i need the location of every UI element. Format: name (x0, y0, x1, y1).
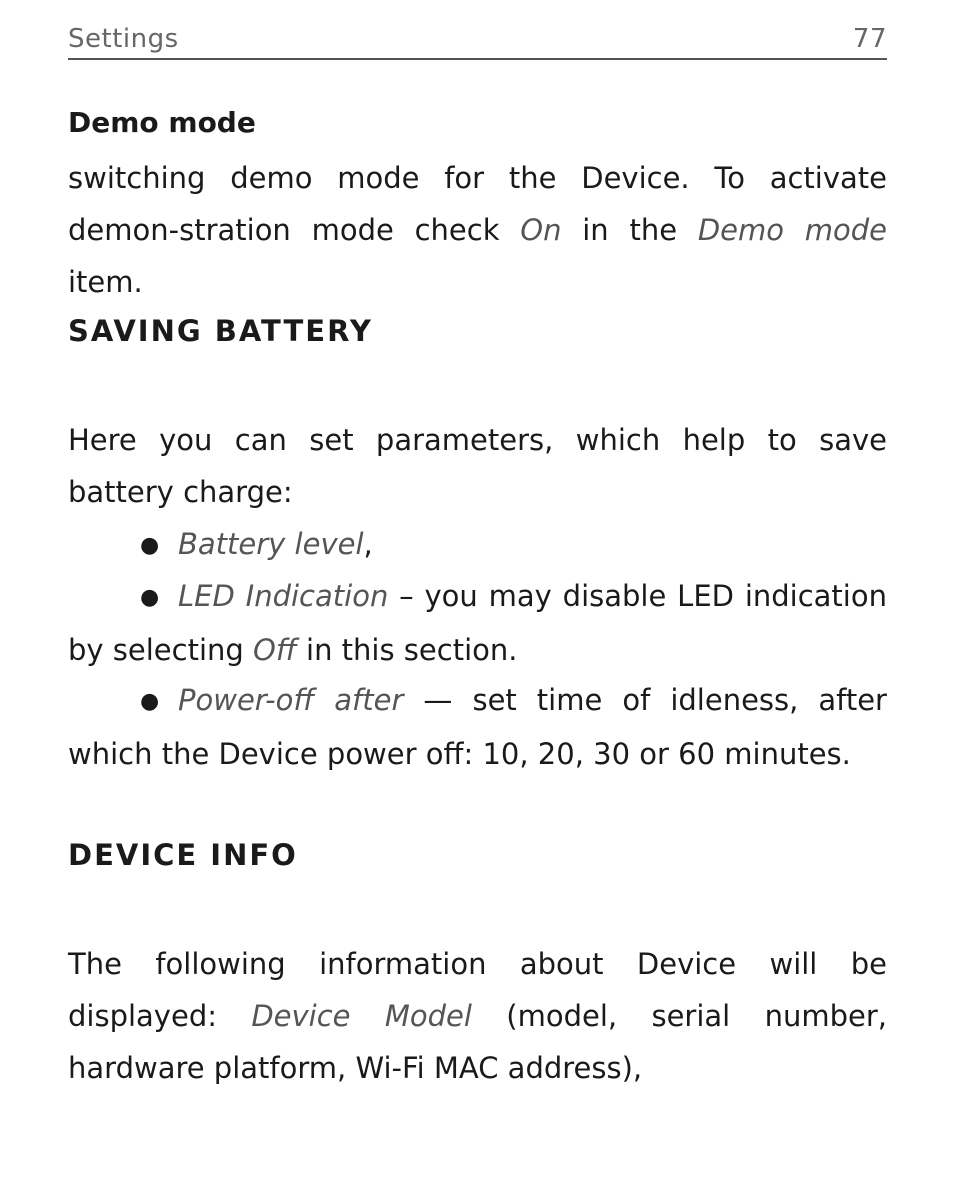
text-run: in this section. (296, 633, 518, 667)
running-header (68, 24, 887, 60)
emphasis-on: On (520, 213, 562, 247)
bullet-dot-icon: ● (140, 689, 160, 714)
bullet-led-indication (68, 570, 887, 676)
saving-battery-heading: SAVING BATTERY (68, 314, 373, 348)
emphasis-demo-mode: Demo mode (697, 213, 888, 247)
text-run: — set time of idleness, after which the Device power off: 10, 20, 30 or 60 minutes. (68, 683, 887, 771)
device-info-heading: DEVICE INFO (68, 838, 298, 872)
emphasis-off: Off (253, 633, 297, 667)
emphasis-led-indication: LED Indication (178, 579, 389, 613)
emphasis-power-off-after: Power-off after (178, 683, 404, 717)
text-run: switching demo mode for the Device. To activate demon-stration mode check (68, 161, 887, 247)
text-run: The following information about Device will be displayed: (68, 947, 887, 1033)
demo-mode-paragraph (68, 152, 887, 308)
saving-battery-intro: Here you can set parameters, which help to save battery charge: (68, 423, 887, 509)
header-section-title: Settings (68, 24, 179, 54)
text-run: (model, serial number, hardware platform, Wi-Fi MAC address), (68, 999, 887, 1085)
text-run: in the (561, 213, 698, 247)
bullet-power-off-after (68, 674, 887, 780)
bullet-dot-icon: ● (140, 533, 160, 558)
text-run: , (363, 527, 373, 561)
text-run: item. (68, 265, 143, 299)
text-run: – you may disable LED indication by selecting (68, 579, 887, 667)
emphasis-device-model: Device Model (251, 999, 472, 1033)
page-number: 77 (852, 24, 887, 54)
demo-mode-heading: Demo mode (68, 106, 256, 139)
bullet-dot-icon: ● (140, 585, 160, 610)
device-info-paragraph (68, 938, 887, 1094)
emphasis-battery-level: Battery level (178, 527, 364, 561)
bullet-battery-level (68, 518, 887, 572)
